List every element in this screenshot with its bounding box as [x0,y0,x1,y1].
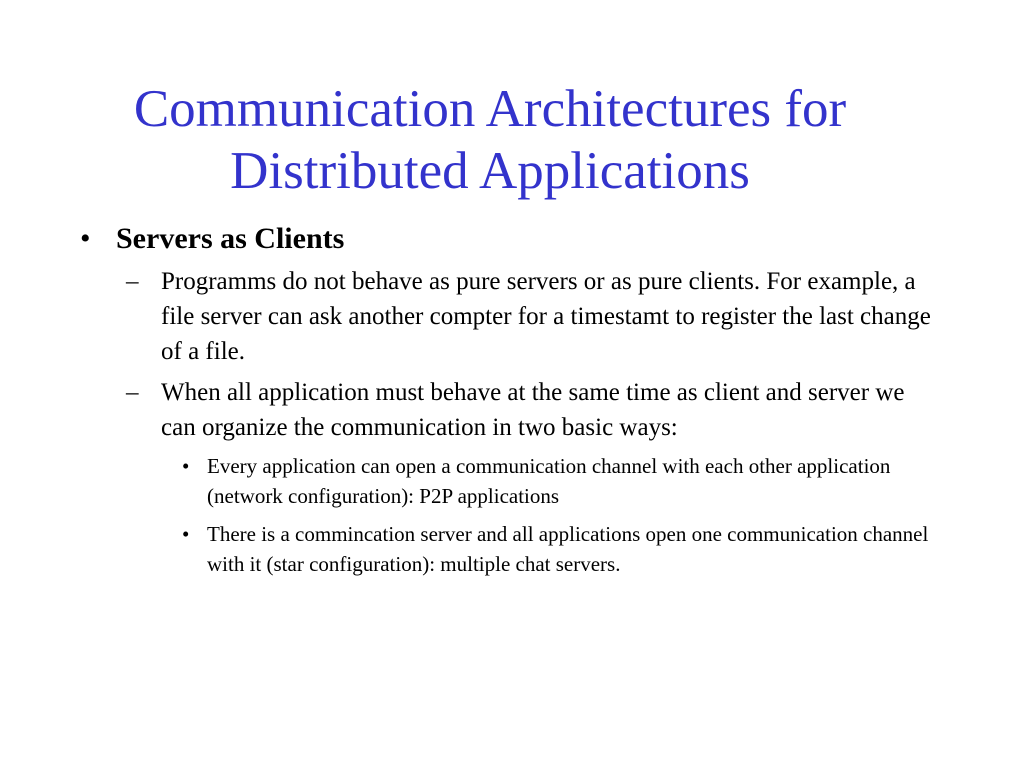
slide-title [60,78,920,202]
bullet-marker: • [182,522,190,546]
dash-marker: – [126,379,139,406]
bullet-servers-as-clients [0,220,1024,258]
bullet-marker: • [80,222,91,255]
bullet-heading-text: Servers as Clients [116,222,345,255]
sub-bullet-programs [0,264,1024,369]
sub-sub-bullet-star [0,519,1024,579]
sub-bullet-text: When all application must behave at the same time as client and server we can organize the communication in two basic ways: [161,379,905,441]
bullet-marker: • [182,454,190,478]
sub-sub-bullet-p2p [0,451,1024,511]
sub-bullet-text: Programms do not behave as pure servers or as pure clients. For example, a file server can ask another compter for a timestamt to register the last change of a file. [161,268,931,365]
sub-sub-bullet-text: Every application can open a communication channel with each other application (network configuration): P2P applications [207,454,891,508]
sub-bullet-organize [0,375,1024,445]
slide-title-line-1: Communication Architectures for [133,80,847,138]
sub-sub-bullet-text: There is a commincation server and all applications open one communication channel with it (star configuration): multiple chat servers. [207,522,929,576]
dash-marker: – [126,268,139,295]
slide-content [0,220,1024,587]
slide-title-line-2: Distributed Applications [230,142,750,200]
